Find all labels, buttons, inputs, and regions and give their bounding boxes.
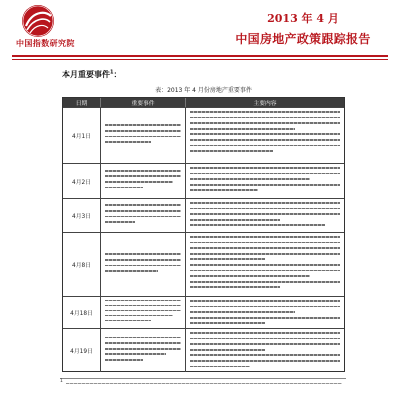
illegible-text-line xyxy=(105,253,181,255)
table-row xyxy=(63,108,344,164)
illegible-text-line xyxy=(105,300,181,301)
illegible-text-line xyxy=(190,208,340,210)
event-title-cell xyxy=(101,233,186,296)
illegible-text-line xyxy=(190,178,310,180)
table-row xyxy=(63,164,344,199)
illegible-text-line xyxy=(190,242,340,244)
illegible-text-line xyxy=(190,366,250,368)
illegible-text-line xyxy=(190,300,340,302)
footnote-mark: 1 xyxy=(60,379,63,384)
header-divider-thin xyxy=(12,59,388,60)
illegible-text-line xyxy=(190,360,340,362)
event-title-cell xyxy=(101,297,186,328)
event-date: 4月2日 xyxy=(63,164,101,198)
table-header-row xyxy=(63,98,344,108)
illegible-text-line xyxy=(190,281,340,283)
event-content-cell xyxy=(186,233,344,296)
illegible-text-line xyxy=(190,173,340,175)
illegible-text-line xyxy=(105,210,181,212)
table-row xyxy=(63,233,344,297)
event-content-cell xyxy=(186,329,344,372)
illegible-text-line xyxy=(105,187,143,189)
illegible-text-line xyxy=(190,286,280,288)
illegible-text-line xyxy=(190,270,340,272)
illegible-text-line xyxy=(190,317,340,319)
illegible-text-line xyxy=(105,265,181,267)
illegible-text-line xyxy=(105,320,151,321)
event-title-cell xyxy=(101,164,186,198)
illegible-text-line xyxy=(105,259,181,261)
illegible-text-line xyxy=(190,338,340,340)
event-title-cell xyxy=(101,108,186,163)
illegible-text-line xyxy=(190,264,340,266)
illegible-text-line xyxy=(190,236,340,238)
illegible-text-line xyxy=(105,181,173,183)
event-title-cell xyxy=(101,329,186,372)
illegible-text-line xyxy=(190,311,295,313)
illegible-text-line xyxy=(190,354,340,356)
event-date: 4月19日 xyxy=(63,329,101,372)
illegible-text-line xyxy=(190,202,340,204)
table-row xyxy=(63,199,344,233)
illegible-text-line xyxy=(105,342,181,344)
report-title: 中国房地产政策跟踪报告 xyxy=(235,32,371,46)
institute-logo xyxy=(18,4,58,38)
footer-divider xyxy=(60,378,346,379)
footnote-reference: 1 xyxy=(110,69,114,76)
illegible-text-line xyxy=(105,204,181,206)
section-heading-colon: ： xyxy=(113,70,122,79)
table-caption: 表：2013 年 4 月份房地产重要事件 xyxy=(155,87,252,94)
event-title-cell xyxy=(101,199,186,232)
illegible-text-line xyxy=(190,122,340,124)
institute-name: 中国指数研究院 xyxy=(16,39,75,48)
illegible-text-line xyxy=(105,337,181,339)
illegible-text-line xyxy=(190,189,258,191)
illegible-text-line xyxy=(190,275,310,277)
event-content-cell xyxy=(186,199,344,232)
illegible-text-line xyxy=(105,270,158,272)
illegible-text-line xyxy=(105,305,181,306)
illegible-text-line xyxy=(105,315,173,316)
illegible-text-line xyxy=(190,258,265,260)
illegible-text-line xyxy=(190,213,340,215)
section-heading-text: 本月重要事件 xyxy=(62,70,110,79)
table-row xyxy=(63,297,344,329)
illegible-text-line xyxy=(105,310,181,311)
illegible-text-line xyxy=(190,247,340,249)
illegible-text-line xyxy=(190,167,340,169)
event-content-cell xyxy=(186,297,344,328)
illegible-text-line xyxy=(190,133,340,135)
section-heading xyxy=(62,69,121,80)
illegible-text-line xyxy=(105,216,181,218)
illegible-text-line xyxy=(190,117,340,119)
illegible-text-line xyxy=(190,184,340,186)
illegible-text-line xyxy=(105,359,143,361)
illegible-text-line xyxy=(105,353,166,355)
column-header-date: 日期 xyxy=(63,98,101,107)
illegible-text-line xyxy=(105,348,181,350)
event-date: 4月8日 xyxy=(63,233,101,296)
illegible-text-line xyxy=(190,128,295,130)
illegible-text-line xyxy=(190,349,265,351)
column-header-content: 主要内容 xyxy=(253,101,277,107)
illegible-text-line xyxy=(190,111,340,113)
illegible-text-line xyxy=(190,145,340,147)
illegible-text-line xyxy=(190,253,340,255)
column-header-event: 重要事件 xyxy=(101,98,186,107)
event-date: 4月1日 xyxy=(63,108,101,163)
event-date: 4月3日 xyxy=(63,199,101,232)
event-content-cell xyxy=(186,164,344,198)
illegible-text-line xyxy=(190,224,325,226)
illegible-text-line xyxy=(190,332,340,334)
illegible-text-line xyxy=(105,175,181,177)
events-table xyxy=(62,97,345,372)
report-title-block xyxy=(228,11,378,48)
header-divider xyxy=(12,55,388,57)
illegible-text-line xyxy=(190,306,340,308)
illegible-text-line xyxy=(190,139,340,141)
illegible-text-line xyxy=(190,343,340,345)
footnote-text-illegible xyxy=(66,383,342,385)
illegible-text-line xyxy=(105,124,181,126)
illegible-text-line xyxy=(105,136,181,138)
illegible-text-line xyxy=(105,141,151,143)
event-date: 4月18日 xyxy=(63,297,101,328)
illegible-text-line xyxy=(190,322,265,324)
event-content-cell xyxy=(186,108,344,163)
report-period: 2013 年 4 月 xyxy=(267,12,339,25)
illegible-text-line xyxy=(105,221,135,223)
illegible-text-line xyxy=(105,170,181,172)
illegible-text-line xyxy=(190,219,280,221)
illegible-text-line xyxy=(105,130,181,132)
illegible-text-line xyxy=(190,150,273,152)
table-row xyxy=(63,329,344,372)
